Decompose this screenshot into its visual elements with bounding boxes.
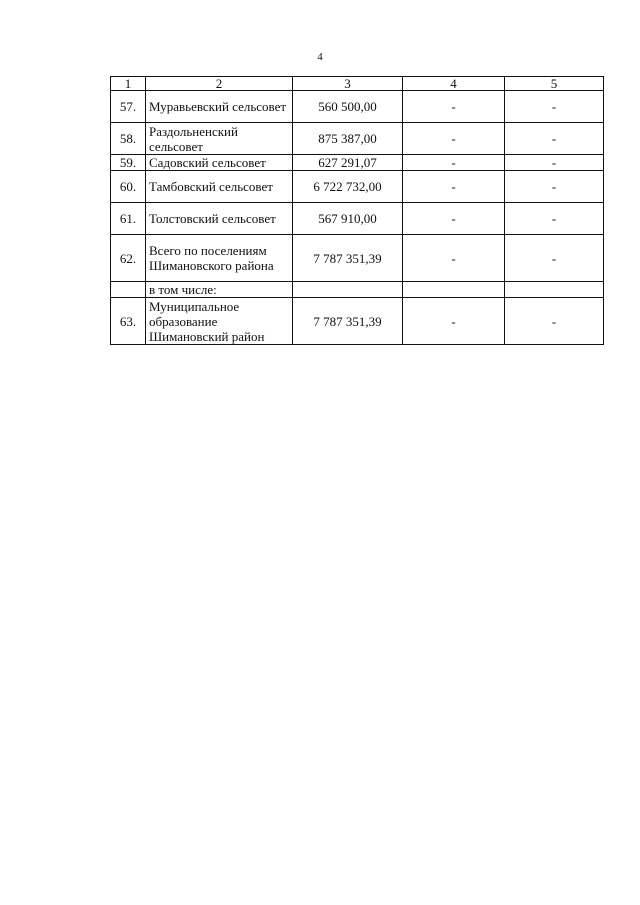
row-number: 62.: [111, 235, 146, 282]
row-col-5: -: [505, 123, 604, 155]
row-amount: 567 910,00: [293, 203, 403, 235]
table-row: [111, 203, 604, 235]
table-header-row: [111, 77, 604, 91]
row-col-5: -: [505, 298, 604, 345]
row-amount: 627 291,07: [293, 155, 403, 171]
row-col-4: -: [403, 155, 505, 171]
header-col-1: 1: [111, 77, 146, 91]
table-row: [111, 282, 604, 298]
row-col-4: -: [403, 203, 505, 235]
row-number: 59.: [111, 155, 146, 171]
row-col-4: -: [403, 298, 505, 345]
row-col-5: -: [505, 203, 604, 235]
row-col-4: -: [403, 123, 505, 155]
row-number: 57.: [111, 91, 146, 123]
row-name: Тамбовский сельсовет: [146, 171, 293, 203]
row-name: Толстовский сельсовет: [146, 203, 293, 235]
header-col-5: 5: [505, 77, 604, 91]
row-col-4: -: [403, 235, 505, 282]
header-col-2: 2: [146, 77, 293, 91]
table-row: [111, 123, 604, 155]
row-col-5: [505, 282, 604, 298]
row-number: [111, 282, 146, 298]
table-row: [111, 91, 604, 123]
row-amount: 7 787 351,39: [293, 235, 403, 282]
header-col-3: 3: [293, 77, 403, 91]
row-name: Муравьевский сельсовет: [146, 91, 293, 123]
row-col-5: -: [505, 91, 604, 123]
row-amount: 6 722 732,00: [293, 171, 403, 203]
row-name: Раздольненский сельсовет: [146, 123, 293, 155]
row-col-5: -: [505, 155, 604, 171]
table-row: [111, 235, 604, 282]
row-amount: 7 787 351,39: [293, 298, 403, 345]
table-row: [111, 155, 604, 171]
row-amount: 560 500,00: [293, 91, 403, 123]
row-amount: 875 387,00: [293, 123, 403, 155]
row-col-5: -: [505, 235, 604, 282]
row-col-5: -: [505, 171, 604, 203]
table-row: [111, 298, 604, 345]
row-number: 60.: [111, 171, 146, 203]
row-name: Муниципальное образование Шимановский район: [146, 298, 293, 345]
row-col-4: -: [403, 171, 505, 203]
row-amount: [293, 282, 403, 298]
row-number: 61.: [111, 203, 146, 235]
header-col-4: 4: [403, 77, 505, 91]
row-name: Всего по поселениям Шимановского района: [146, 235, 293, 282]
page-number: 4: [317, 51, 323, 63]
row-col-4: [403, 282, 505, 298]
row-number: 58.: [111, 123, 146, 155]
row-name: Садовский сельсовет: [146, 155, 293, 171]
row-number: 63.: [111, 298, 146, 345]
budget-table: [110, 76, 604, 345]
row-col-4: -: [403, 91, 505, 123]
row-name: в том числе:: [146, 282, 293, 298]
table-row: [111, 171, 604, 203]
